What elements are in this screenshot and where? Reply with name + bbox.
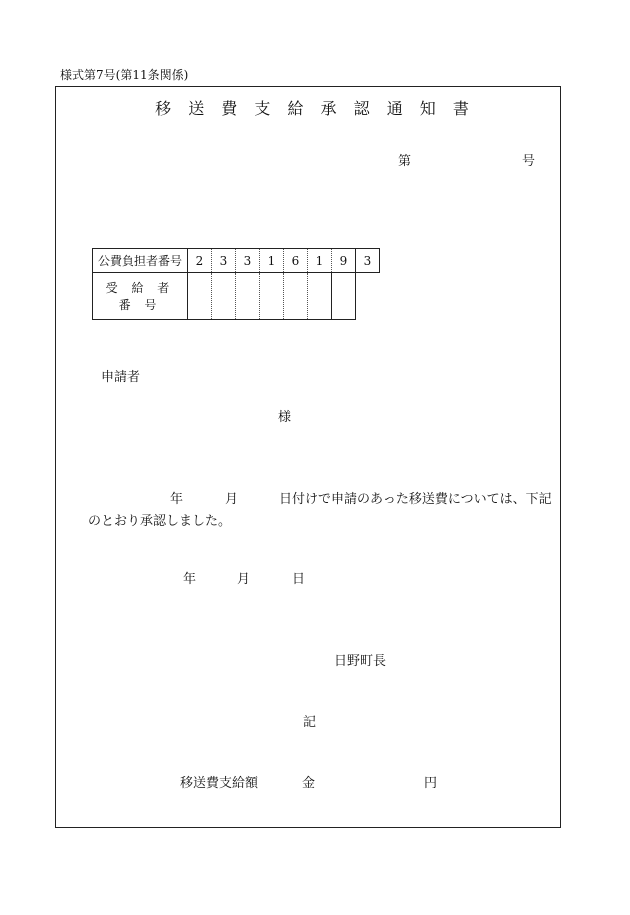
recipient-digit-cell	[260, 273, 284, 320]
payer-digit-1: 2	[188, 249, 212, 273]
number-suffix: 号	[522, 154, 536, 169]
payer-number-label: 公費負担者番号	[93, 249, 188, 273]
payer-digit-7: 9	[332, 249, 356, 273]
document-title: 移 送 費 支 給 承 認 通 知 書	[155, 99, 475, 118]
number-prefix: 第	[398, 154, 412, 169]
record-mark: 記	[303, 715, 317, 730]
body-line2: のとおり承認しました。	[88, 514, 232, 529]
form-label: 様式第7号(第11条関係)	[60, 68, 189, 82]
recipient-digit-cell	[236, 273, 260, 320]
date-year: 年	[183, 572, 197, 587]
body-line1-rest: 日付けで申請のあった移送費については、下記	[279, 492, 552, 507]
amount-yen: 円	[424, 776, 438, 791]
number-table	[92, 248, 380, 320]
payer-digit-6: 1	[308, 249, 332, 273]
recipient-digit-cell	[332, 273, 356, 320]
payer-digit-8: 3	[356, 249, 380, 273]
body-year: 年	[170, 492, 184, 507]
recipient-digit-cell	[284, 273, 308, 320]
recipient-number-row	[93, 273, 380, 320]
body-month: 月	[225, 492, 239, 507]
payer-digit-3: 3	[236, 249, 260, 273]
payer-digit-5: 6	[284, 249, 308, 273]
applicant-label: 申請者	[101, 370, 141, 385]
honorific: 様	[278, 410, 292, 425]
recipient-number-label: 受 給 者 番 号	[93, 273, 188, 320]
payer-digit-2: 3	[212, 249, 236, 273]
payer-digit-4: 1	[260, 249, 284, 273]
date-day: 日	[292, 572, 306, 587]
payer-number-row	[93, 249, 380, 273]
amount-kin: 金	[302, 776, 316, 791]
recipient-digit-cell	[308, 273, 332, 320]
date-month: 月	[237, 572, 251, 587]
recipient-digit-cell	[188, 273, 212, 320]
amount-label: 移送費支給額	[180, 776, 259, 791]
issuer-name: 日野町長	[334, 654, 387, 669]
recipient-digit-cell	[212, 273, 236, 320]
